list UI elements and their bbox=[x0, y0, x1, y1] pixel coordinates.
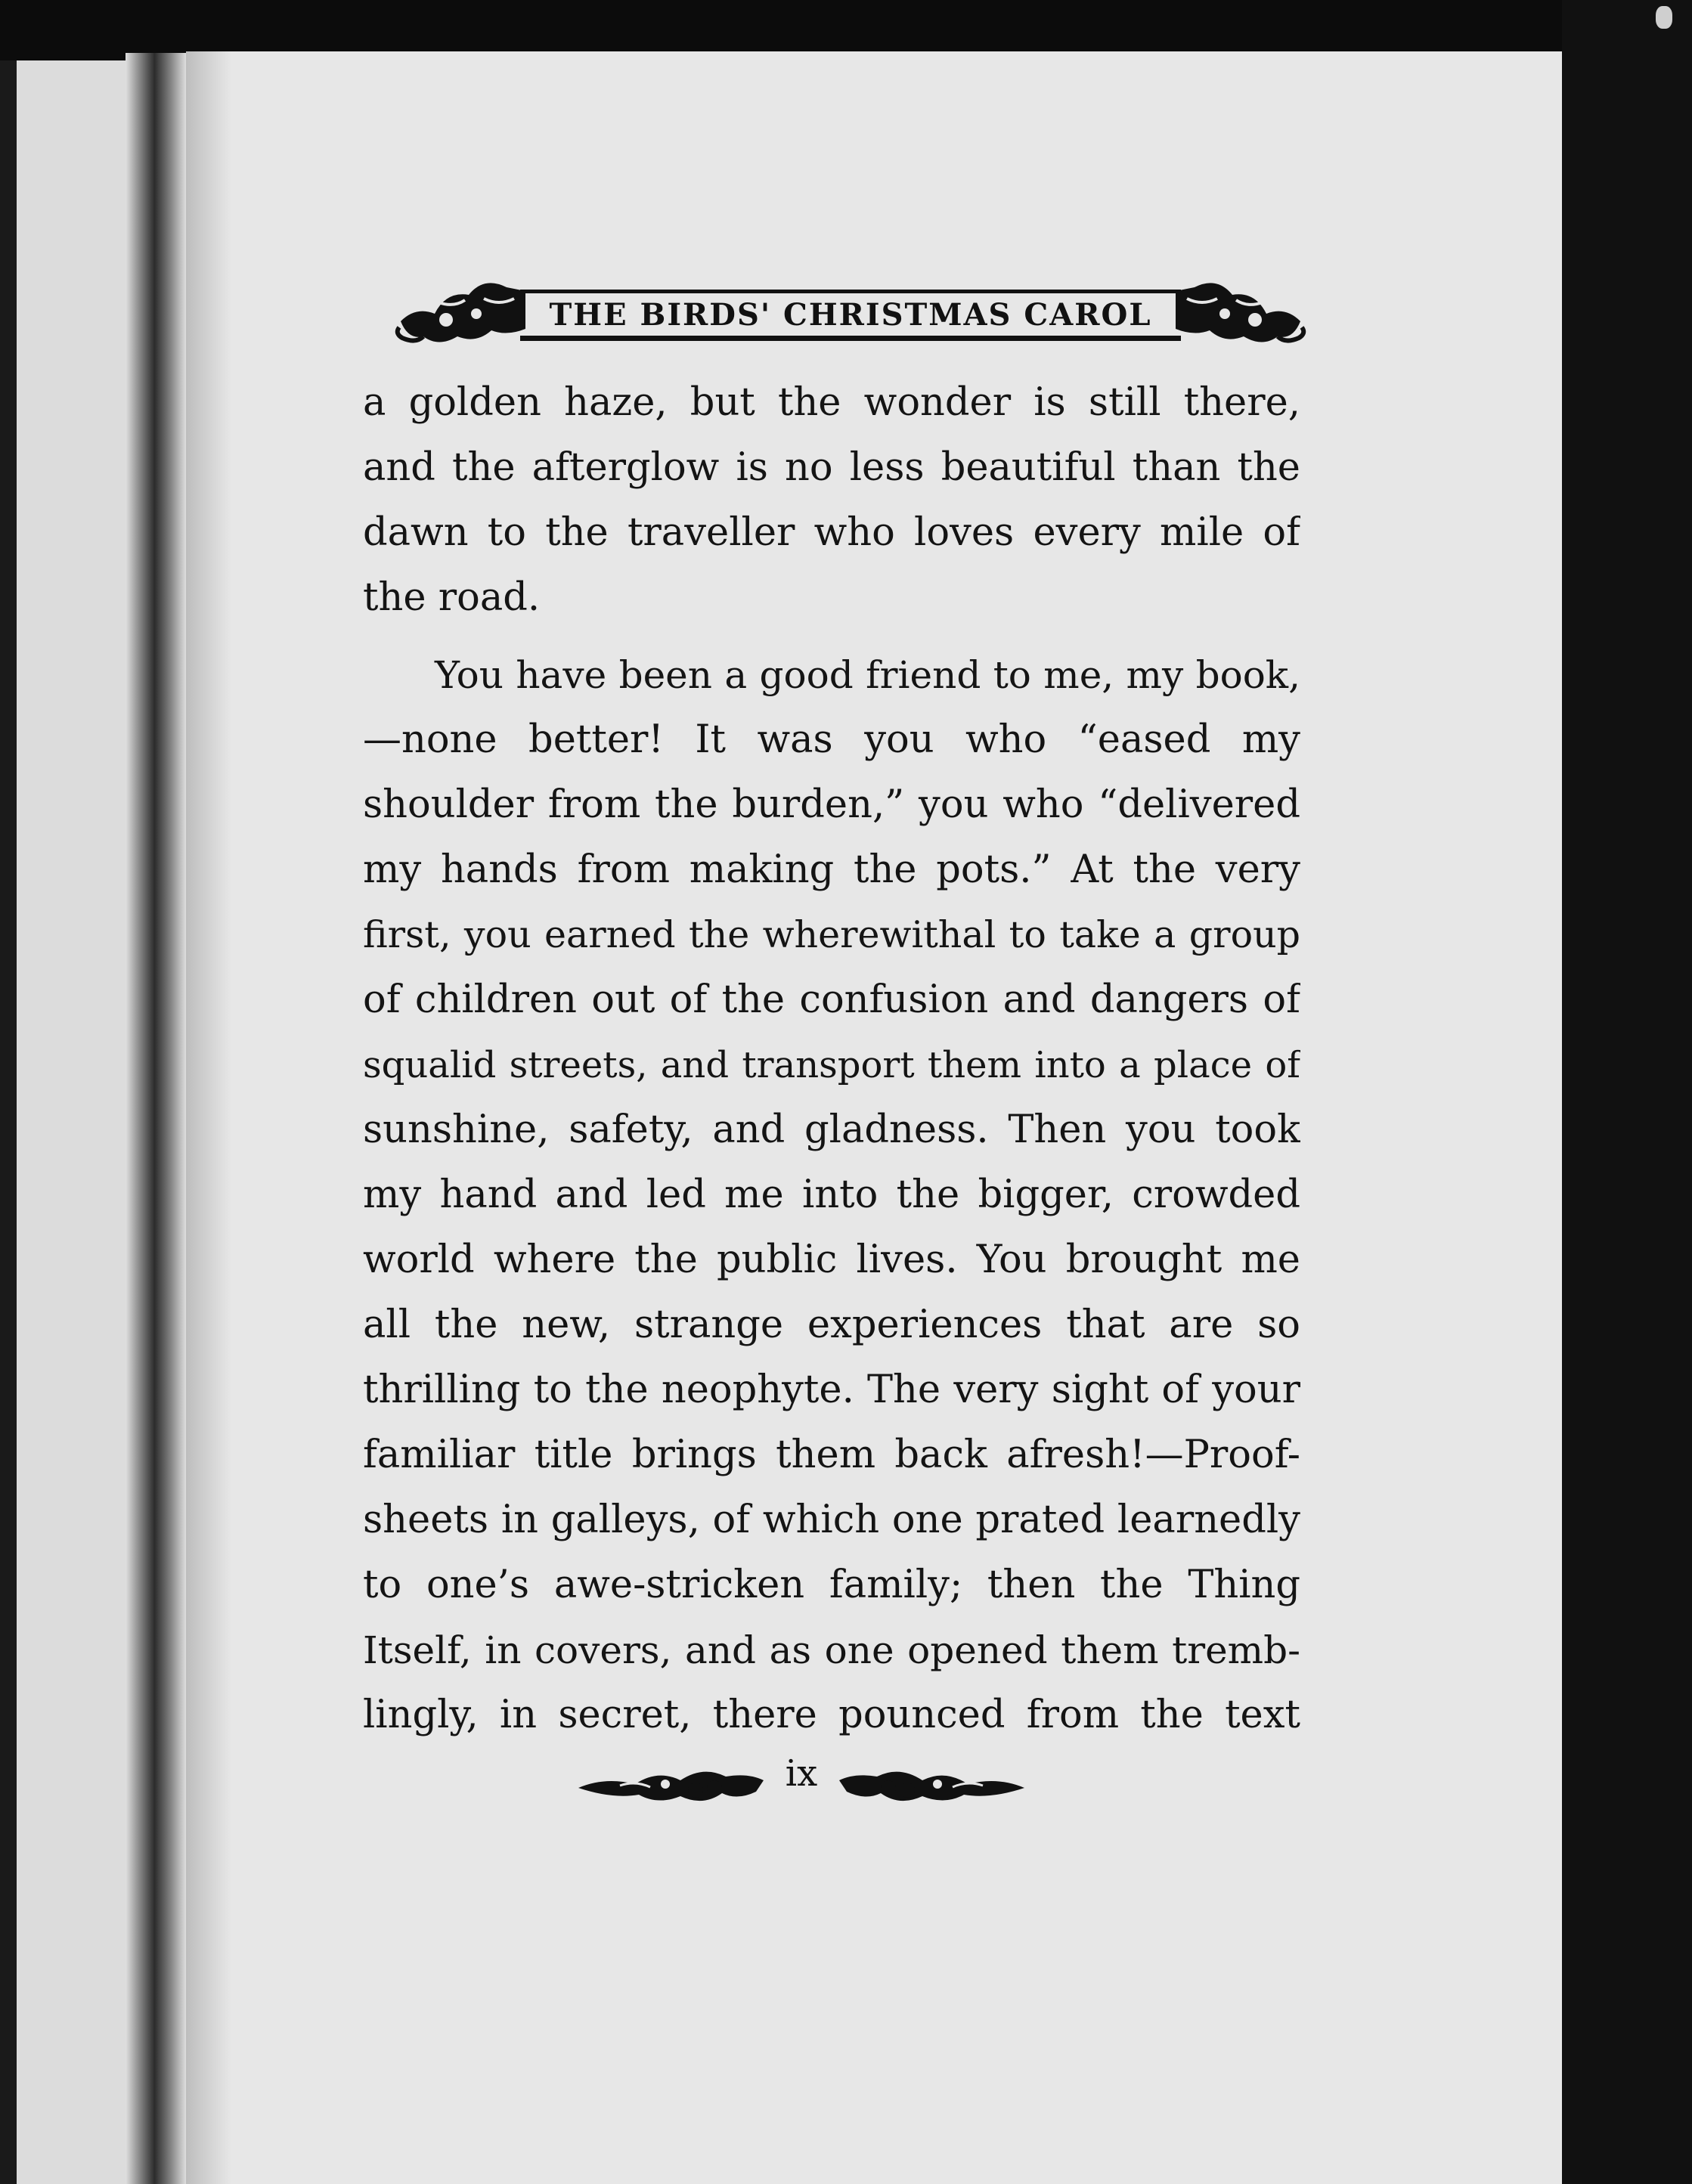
text-line: the road. bbox=[363, 575, 541, 620]
paragraph bbox=[363, 643, 1300, 1748]
text-line: —none better! It was you who “eased my bbox=[363, 717, 1300, 762]
text-line: lingly, in secret, there pounced from the text bbox=[363, 1693, 1300, 1737]
body-text bbox=[363, 370, 1300, 1748]
text-line: and the afterglow is no less beautiful than the bbox=[363, 445, 1300, 490]
book-gutter-shadow bbox=[126, 53, 186, 2184]
running-title-box bbox=[520, 290, 1181, 341]
running-header bbox=[393, 261, 1308, 352]
paragraph-gap bbox=[363, 630, 1300, 643]
text-line: dawn to the traveller who loves every mile of bbox=[363, 510, 1300, 555]
page-footer bbox=[575, 1739, 1028, 1822]
scroll-ornament-icon bbox=[575, 1746, 771, 1814]
text-line: first, you earned the wherewithal to take a group bbox=[363, 913, 1300, 956]
facing-page-edge bbox=[0, 60, 130, 2184]
text-line: world where the public lives. You brought me bbox=[363, 1238, 1300, 1282]
text-line: shoulder from the burden,” you who “delivered bbox=[363, 782, 1300, 827]
text-line: a golden haze, but the wonder is still there, bbox=[363, 380, 1300, 425]
scan-left-border bbox=[0, 60, 17, 2184]
holly-ornament-icon bbox=[1172, 261, 1308, 352]
page-binding-shade bbox=[186, 51, 231, 2184]
text-line: squalid streets, and transport them into a place of bbox=[363, 1044, 1300, 1086]
text-line: sheets in galleys, of which one prated learnedly bbox=[363, 1498, 1300, 1542]
scan-right-border bbox=[1562, 0, 1692, 2184]
text-line: to one’s awe-stricken family; then the Thing bbox=[363, 1563, 1300, 1607]
text-line: familiar title brings them back afresh!—Proof- bbox=[363, 1433, 1300, 1477]
scan-corner-mark bbox=[1656, 6, 1672, 29]
running-title: THE BIRDS' CHRISTMAS CAROL bbox=[549, 296, 1152, 333]
text-line: all the new, strange experiences that are so bbox=[363, 1303, 1300, 1347]
text-line: my hand and led me into the bigger, crowded bbox=[363, 1173, 1300, 1217]
text-line: my hands from making the pots.” At the very bbox=[363, 847, 1300, 892]
page-number: ix bbox=[785, 1752, 818, 1795]
text-line: Itself, in covers, and as one opened them tremb- bbox=[363, 1628, 1300, 1672]
scroll-ornament-icon bbox=[832, 1746, 1028, 1814]
text-line: You have been a good friend to me, my book, bbox=[435, 653, 1300, 697]
text-line: thrilling to the neophyte. The very sight of your bbox=[363, 1368, 1300, 1412]
holly-ornament-icon bbox=[393, 261, 529, 352]
text-line: of children out of the confusion and dangers of bbox=[363, 977, 1300, 1022]
paragraph bbox=[363, 370, 1300, 630]
text-line: sunshine, safety, and gladness. Then you took bbox=[363, 1107, 1300, 1152]
